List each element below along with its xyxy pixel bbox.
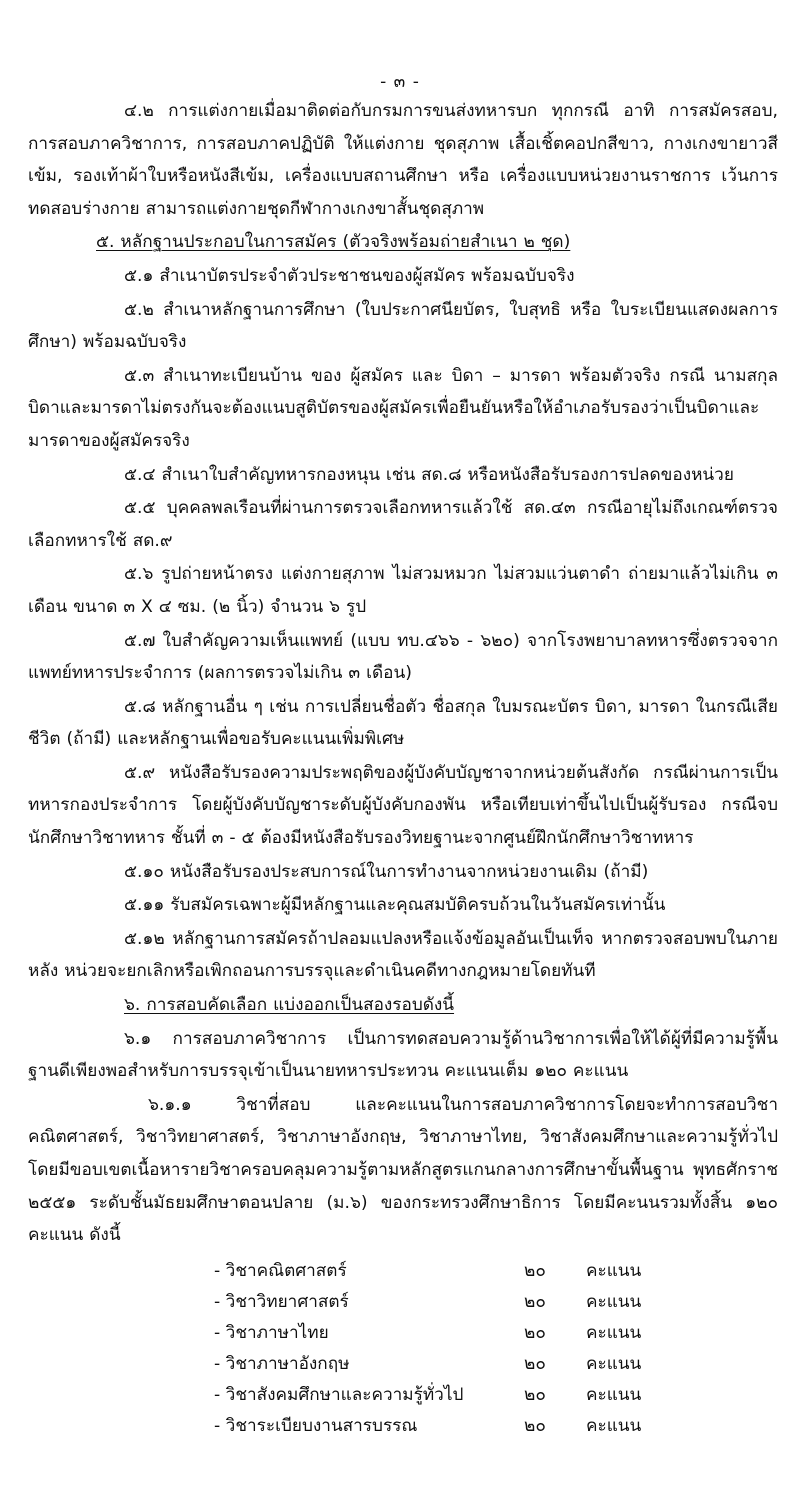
table-row <box>214 1256 666 1287</box>
paragraph-5-6: ๕.๖ รูปถ่ายหน้าตรง แต่งกายสุภาพ ไม่สวมหมวก ไม่สวมแว่นตาดำ ถ่ายมาแล้วไม่เกิน ๓ เดือน ขนาด ๓ X ๔ ซม. (๒ นิ้ว) จำนวน ๖ รูป <box>28 564 778 617</box>
heading-section-5 <box>28 226 778 259</box>
subject-score-unit: คะแนน <box>586 1353 642 1374</box>
subject-name: - วิชาคณิตศาสตร์ <box>214 1260 347 1281</box>
paragraph-6-1: ๖.๑ การสอบภาควิชาการ เป็นการทดสอบความรู้ด้านวิชาการเพื่อให้ได้ผู้ที่มีความรู้พื้นฐานดีเพียงพอสำหรับการบรรจุเข้าเป็นนายทหารประทวน คะแนนเต็ม ๑๒๐ คะแนน <box>28 1028 778 1082</box>
subject-name: - วิชาวิทยาศาสตร์ <box>214 1291 349 1312</box>
paragraph-5-2: ๕.๒ สำเนาหลักฐานการศึกษา (ใบประกาศนียบัตร, ใบสุทธิ หรือ ใบระเบียนแสดงผลการศึกษา) พร้อมฉบับจริง <box>28 299 778 353</box>
heading-section-5-text: ๕. หลักฐานประกอบในการสมัคร (ตัวจริงพร้อมถ่ายสำเนา ๒ ชุด) <box>96 232 571 253</box>
paragraph-5-4: ๕.๔ สำเนาใบสำคัญทหารกองหนุน เช่น สด.๘ หรือหนังสือรับรองการปลดของหน่วย <box>124 464 734 485</box>
page-number: - ๓ - <box>380 72 420 92</box>
heading-section-6-text: ๖. การสอบคัดเลือก แบ่งออกเป็นสองรอบดังนี้ <box>124 995 455 1016</box>
paragraph-5-8: ๕.๘ หลักฐานอื่น ๆ เช่น การเปลี่ยนชื่อตัว ชื่อสกุล ใบมรณะบัตร บิดา, มารดา ในกรณีเสียชีวิต (ถ้ามี) และหลักฐานเพื่อขอรับคะแนนเพิ่มพิเศษ <box>28 696 778 750</box>
subject-score: ๒๐ <box>524 1260 546 1281</box>
subject-score: ๒๐ <box>524 1353 546 1374</box>
paragraph-4-2: ๔.๒ การแต่งกายเมื่อมาติดต่อกับกรมการขนส่งทหารบก ทุกกรณี อาทิ การสมัครสอบ, การสอบภาควิชาการ, การสอบภาคปฏิบัติ ให้แต่งกาย ชุดสุภาพ เสื้อเชิ้ตคอปกสีขาว, กางเกงขายาวสีเข้ม, รองเท้าผ้าใบหรือหนังสีเข้ม, เครื่องแบบสถานศึกษา หรือ เครื่องแบบหน่วยงานราชการ เว้นการทดสอบร่างกาย สามารถแต่งกายชุดกีฬากางเกงขาสั้นชุดสุภาพ <box>28 101 778 219</box>
paragraph-5-3: ๕.๓ สำเนาทะเบียนบ้าน ของ ผู้สมัคร และ บิดา – มารดา พร้อมตัวจริง กรณี นามสกุลบิดาและมารดาไม่ตรงกันจะต้องแนบสูติบัตรของผู้สมัครเพื่อยืนยันหรือให้อำเภอรับรองว่าเป็นบิดาและมารดาของผู้สมัครจริง <box>28 365 778 451</box>
subject-name: - วิชาสังคมศึกษาและความรู้ทั่วไป <box>214 1384 464 1405</box>
subject-name: - วิชาภาษาอังกฤษ <box>214 1353 350 1374</box>
subject-score: ๒๐ <box>524 1384 546 1405</box>
table-row <box>214 1318 666 1349</box>
paragraph-5-10: ๕.๑๐ หนังสือรับรองประสบการณ์ในการทำงานจากหน่วยงานเดิม (ถ้ามี) <box>124 861 649 882</box>
paragraph-5-5: ๕.๕ บุคคลพลเรือนที่ผ่านการตรวจเลือกทหารแล้วใช้ สด.๔๓ กรณีอายุไม่ถึงเกณฑ์ตรวจเลือกทหารใช้ สด.๙ <box>28 498 778 551</box>
subject-score-unit: คะแนน <box>586 1291 642 1312</box>
paragraph-5-1: ๕.๑ สำเนาบัตรประจำตัวประชาชนของผู้สมัคร พร้อมฉบับจริง <box>124 265 575 286</box>
subject-name: - วิชาภาษาไทย <box>214 1322 329 1343</box>
paragraph-5-11: ๕.๑๑ รับสมัครเฉพาะผู้มีหลักฐานและคุณสมบัติครบถ้วนในวันสมัครเท่านั้น <box>124 895 666 916</box>
table-row <box>214 1349 666 1380</box>
paragraph-5-9: ๕.๙ หนังสือรับรองความประพฤติของผู้บังคับบัญชาจากหน่วยต้นสังกัด กรณีผ่านการเป็นทหารกองประจำการ โดยผู้บังคับบัญชาระดับผู้บังคับกองพัน หรือเทียบเท่าขึ้นไปเป็นผู้รับรอง กรณีจบนักศึกษาวิชาทหาร ชั้นที่ ๓ - ๕ ต้องมีหนังสือรับรองวิทยฐานะจากศูนย์ฝึกนักศึกษาวิชาทหาร <box>28 762 778 849</box>
subject-name: - วิชาระเบียบงานสารบรรณ <box>214 1415 418 1436</box>
paragraph-5-12: ๕.๑๒ หลักฐานการสมัครถ้าปลอมแปลงหรือแจ้งข้อมูลอันเป็นเท็จ หากตรวจสอบพบในภายหลัง หน่วยจะยกเลิกหรือเพิกถอนการบรรจุและดำเนินคดีทางกฎหมายโดยทันที <box>28 928 778 982</box>
document-body <box>0 95 800 1442</box>
subject-score: ๒๐ <box>524 1322 546 1343</box>
subject-score: ๒๐ <box>524 1415 546 1436</box>
paragraph-6-1-1: ๖.๑.๑ วิชาที่สอบ และคะแนนในการสอบภาควิชาการโดยจะทำการสอบวิชาคณิตศาสตร์, วิชาวิทยาศาสตร์, วิชาภาษาอังกฤษ, วิชาภาษาไทย, วิชาสังคมศึกษาและความรู้ทั่วไป โดยมีขอบเขตเนื้อหารายวิชาครอบคลุมความรู้ตามหลักสูตรแกนกลางการศึกษาขั้นพื้นฐาน พุทธศักราช ๒๕๕๑ ระดับชั้นมัธยมศึกษาตอนปลาย (ม.๖) ของกระทรวงศึกษาธิการ โดยมีคะนนรวมทั้งสิ้น ๑๒๐ คะแนน ดังนี้ <box>28 1094 778 1246</box>
subject-score-unit: คะแนน <box>586 1260 642 1281</box>
table-row <box>214 1380 666 1411</box>
subject-score-unit: คะแนน <box>586 1384 642 1405</box>
subject-score-unit: คะแนน <box>586 1415 642 1436</box>
subject-score: ๒๐ <box>524 1291 546 1312</box>
document-page <box>0 68 800 1485</box>
heading-section-6 <box>28 989 778 1022</box>
subject-score-unit: คะแนน <box>586 1322 642 1343</box>
subject-score-table <box>214 1256 666 1442</box>
table-row <box>214 1287 666 1318</box>
table-row <box>214 1411 666 1442</box>
paragraph-5-7: ๕.๗ ใบสำคัญความเห็นแพทย์ (แบบ ทบ.๔๖๖ - ๖๒๐) จากโรงพยาบาลทหารซึ่งตรวจจากแพทย์ทหารประจำการ (ผลการตรวจไม่เกิน ๓ เดือน) <box>28 630 778 684</box>
